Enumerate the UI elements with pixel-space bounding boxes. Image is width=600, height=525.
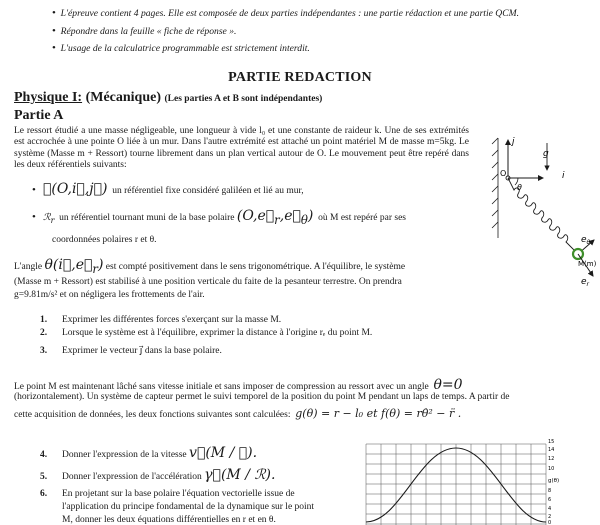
graph	[360, 436, 600, 525]
graph-tick-3: 10	[548, 466, 555, 472]
intro-paragraph: Le ressort étudié a une masse négligeable, une longueur à vide l₀ et une constante de raideur k. Une de ses extrémités est accrochée à une pointe O liée à un mur. Dans l'autre extrémité est attaché un point matériel M de masse m=5kg. Le système (Masse m + Ressort) tourne librement dans un plan vertical autour de O. Le mouvement peut être repéré dans les deux référentiels suivants:	[14, 126, 469, 171]
e-r-label: $e_r$	[581, 277, 590, 288]
graph-tick-4: 8	[548, 488, 552, 494]
graph-tick-1: 14	[548, 447, 555, 453]
para2-line-3: cette acquisition de données, les deux fonctions suivantes sont calculées: g(θ) = r − l₀ et f(θ) = rθ̇² − r̈ .	[14, 407, 462, 420]
g-label: g	[543, 149, 549, 159]
origin-label: O	[500, 169, 507, 178]
theta-label: θ	[517, 183, 522, 192]
graph-tick-8: 0	[548, 520, 552, 525]
para2-line-2: (horizontalement). Un système de capteur permet le suivi temporel de la position du point M pendant un laps de temps. A partir de	[14, 392, 510, 402]
question-6-line-2: l'application du principe fondamental de la dynamique sur le point	[62, 502, 315, 512]
i-label: i	[562, 171, 565, 181]
ref-Rr-line2: coordonnées polaires r et θ.	[52, 235, 157, 245]
question-6-line-3: M, donner les deux équations différentielles en r et en θ.	[62, 515, 276, 525]
graph-tick-7: 2	[548, 514, 552, 520]
ref-R: • ℛ(O,i⃗,j⃗) un référentiel fixe considéré galiléen et lié au mur,	[32, 181, 304, 197]
question-6: 6. En projetant sur la base polaire l'équation vectorielle issue de	[40, 489, 295, 499]
para2-line-1: Le point M est maintenant lâché sans vitesse initiale et sans imposer de compression au ressort avec un angle θ=0	[14, 377, 463, 393]
wall-hatching	[492, 138, 498, 238]
part-title: Partie A	[14, 108, 64, 123]
graph-grid	[366, 444, 546, 525]
question-1: 1. Exprimer les différentes forces s'exerçant sur la masse M.	[40, 315, 282, 325]
graph-tick-0: 15	[548, 439, 555, 445]
spring-diagram	[478, 128, 600, 300]
ref-Rr: • ℛ$_r$ un référentiel tournant muni de la base polaire $(O,e⃗_r,e⃗_\theta)$ où M est repéré par ses	[32, 208, 406, 227]
graph-tick-5: 6	[548, 497, 552, 503]
angle-line-2: (Masse m + Ressort) est stabilisé à une position verticale du faite de la pesanteur terrestre. On prendra	[14, 277, 402, 287]
question-4: 4. Donner l'expression de la vitesse v⃗(M / ℛ).	[40, 445, 258, 461]
section-title: Physique I: (Mécanique) (Les parties A et B sont indépendantes)	[14, 90, 323, 105]
graph-tick-2: 12	[548, 456, 555, 462]
header-bullet-2: • Répondre dans la feuille « fiche de réponse ».	[52, 25, 237, 37]
j-label: j	[512, 137, 515, 147]
mass-label: M(m)	[578, 260, 597, 268]
e-theta-label: $e_\theta$	[581, 235, 591, 246]
graph-tick-6: 4	[548, 506, 552, 512]
angle-line-3: g=9.81m/s² et on négligera les frottements de l'air.	[14, 290, 205, 300]
question-5: 5. Donner l'expression de l'accélération γ⃗(M / ℛ).	[40, 467, 276, 483]
header-bullet-3: • L'usage de la calculatrice programmable est strictement interdit.	[52, 42, 310, 54]
main-title: PARTIE REDACTION	[228, 70, 372, 85]
header-bullet-1: • L'épreuve contient 4 pages. Elle est composée de deux parties indépendantes : une partie rédaction et une partie QCM.	[52, 7, 520, 19]
question-2: 2. Lorsque le système est à l'équilibre, exprimer la distance à l'origine rₑ du point M.	[40, 328, 373, 338]
angle-line-1: L'angle $\theta(i⃗,e⃗_r)$ est compté positivement dans le sens trigonométrique. A l'équilibre, le système	[14, 257, 406, 276]
graph-y-label: g(θ)	[548, 478, 560, 484]
question-3: 3. Exprimer le vecteur j⃗ dans la base polaire.	[40, 346, 222, 356]
